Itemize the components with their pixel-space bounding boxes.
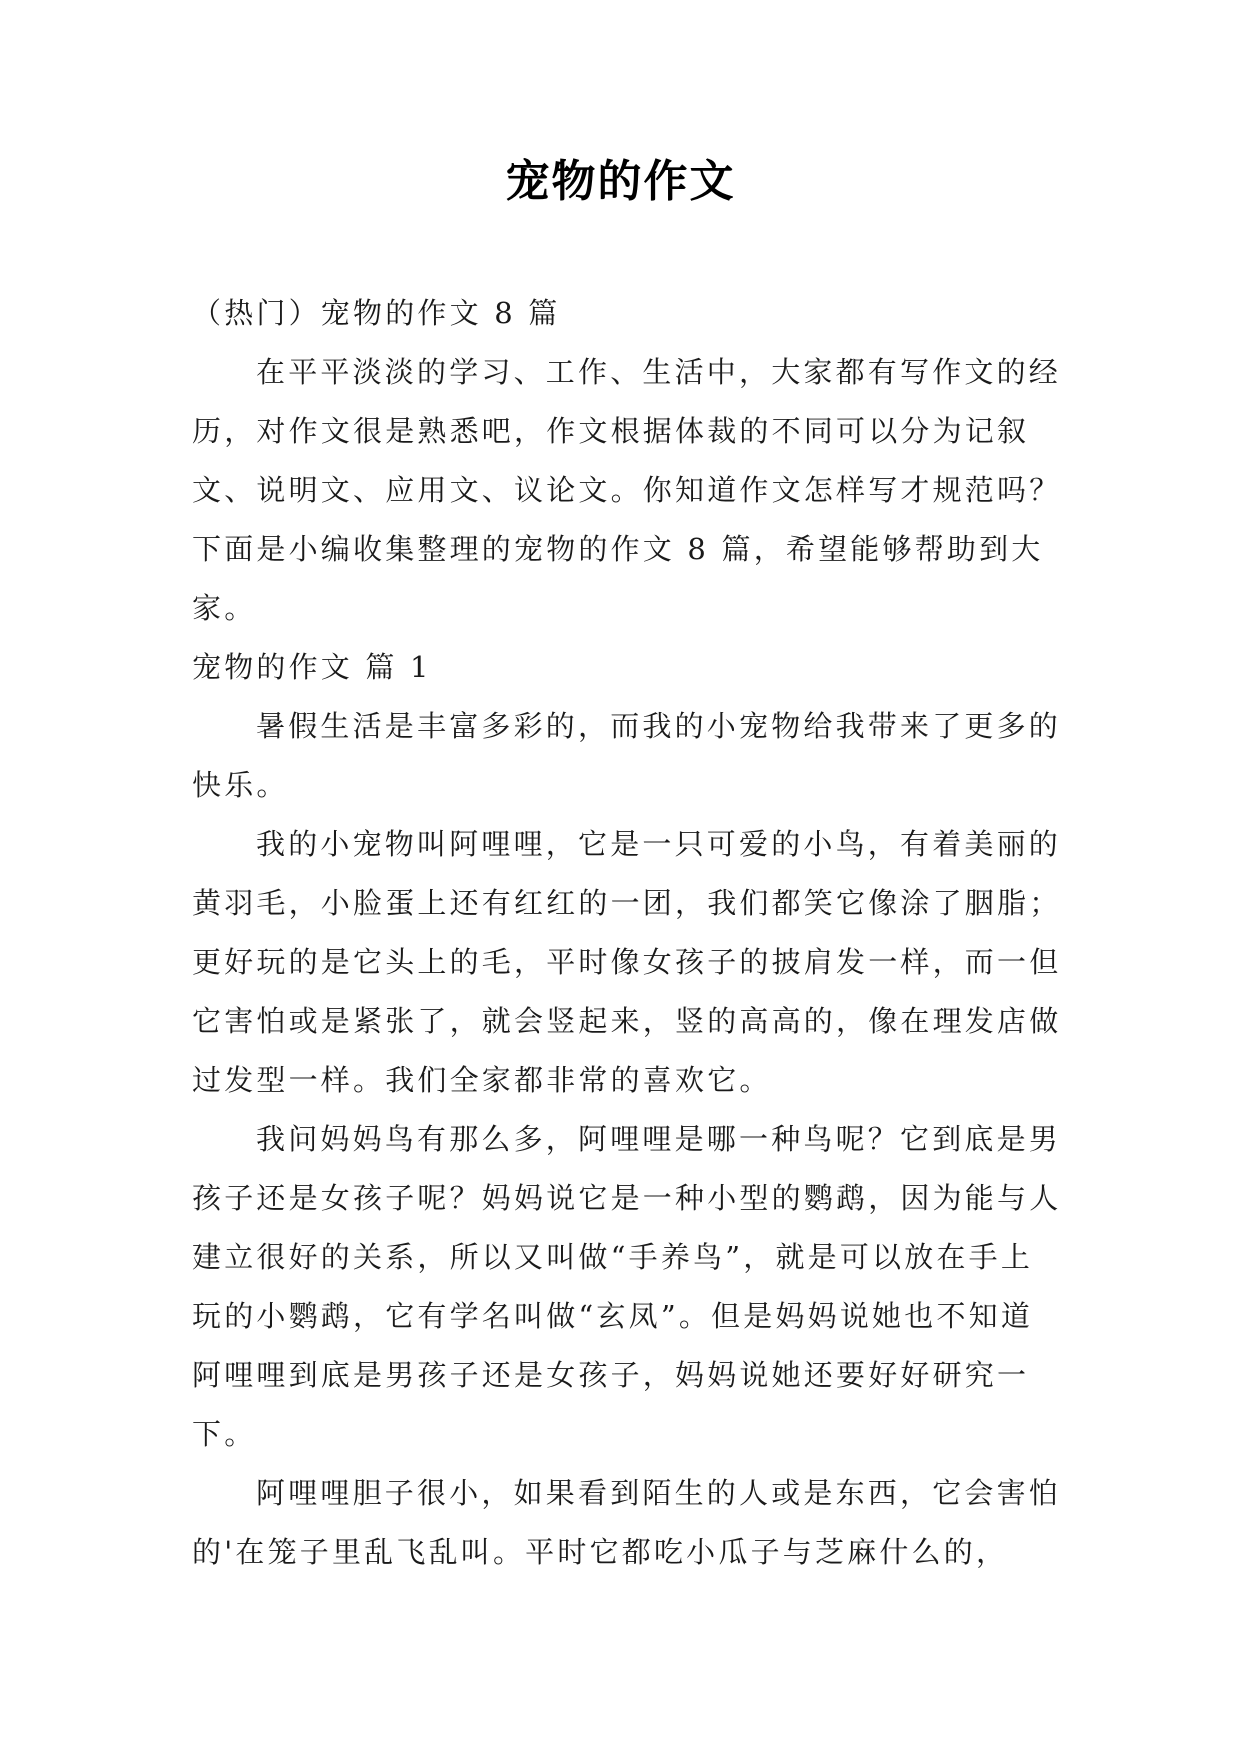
body-paragraph-2: 我的小宠物叫阿哩哩，它是一只可爱的小鸟，有着美丽的黄羽毛，小脸蛋上还有红红的一团，我们都笑它像涂了胭脂；更好玩的是它头上的毛，平时像女孩子的披肩发一样，而一但它害怕或是紧张了，就会竖起来，竖的高高的，像在理发店做过发型一样。我们全家都非常的喜欢它。: [192, 827, 1062, 1097]
body-paragraph-1: 暑假生活是丰富多彩的，而我的小宠物给我带来了更多的快乐。: [192, 709, 1062, 802]
section-heading: 宠物的作文 篇 1: [192, 650, 432, 684]
body-paragraph-3: 我问妈妈鸟有那么多，阿哩哩是哪一种鸟呢？它到底是男孩子还是女孩子呢？妈妈说它是一种小型的鹦鹉，因为能与人建立很好的关系，所以又叫做“手养鸟”，就是可以放在手上玩的小鹦鹉，它有学名叫做“玄凤”。但是妈妈说她也不知道阿哩哩到底是男孩子还是女孩子，妈妈说她还要好好研究一下。: [192, 1122, 1062, 1451]
intro-paragraph: 在平平淡淡的学习、工作、生活中，大家都有写作文的经历，对作文很是熟悉吧，作文根据体裁的不同可以分为记叙文、说明文、应用文、议论文。你知道作文怎样写才规范吗？下面是小编收集整理的宠物的作文 8 篇，希望能够帮助到大家。: [192, 355, 1062, 625]
document-subtitle: （热门）宠物的作文 8 篇: [192, 296, 561, 330]
document-body: [192, 284, 1062, 1582]
body-paragraph-4: 阿哩哩胆子很小，如果看到陌生的人或是东西，它会害怕的'在笼子里乱飞乱叫。平时它都吃小瓜子与芝麻什么的，: [192, 1476, 1062, 1569]
document-title: 宠物的作文: [505, 156, 736, 207]
